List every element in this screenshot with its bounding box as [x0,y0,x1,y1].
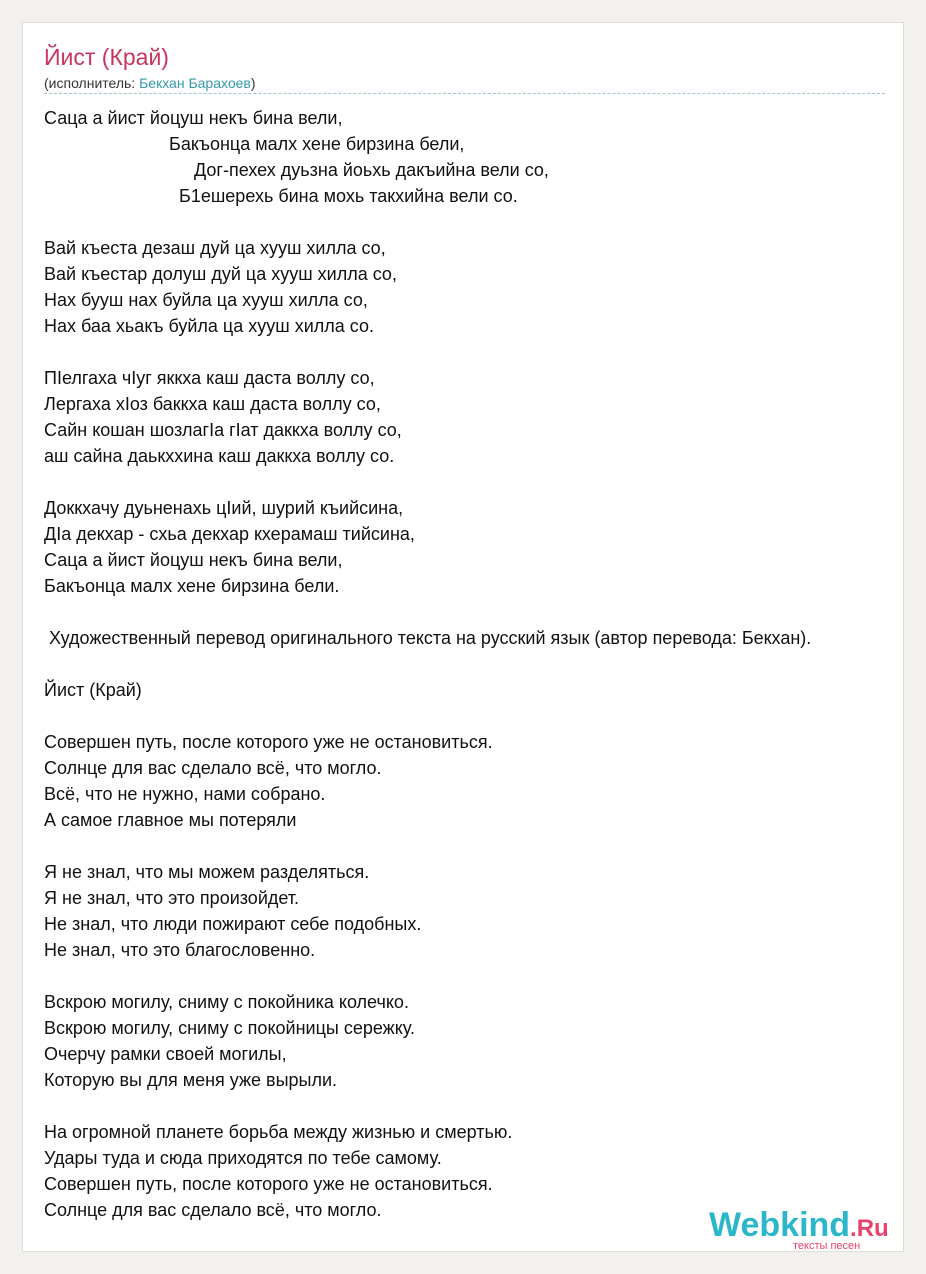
lyric-line: Я не знал, что мы можем разделяться. [44,862,370,882]
artist-suffix: ) [250,75,256,91]
lyric-line: Нах баа хьакъ буйла ца хууш хилла со. [44,316,374,336]
stanza-break [44,469,904,495]
lyric-line: Удары туда и сюда приходятся по тебе самому. [44,1148,442,1168]
logo-tagline: тексты песен [793,1240,861,1252]
stanza-break [44,703,904,729]
stanza-break [44,833,904,859]
lyric-line: Лергаха хIоз баккха каш даста воллу со, [44,394,381,414]
site-logo[interactable] [709,1205,904,1252]
lyric-line: аш сайна даькххина каш даккха воллу со. [44,446,395,466]
lyric-line: Всё, что не нужно, нами собрано. [44,784,326,804]
lyric-line: Солнце для вас сделало всё, что могло. [44,758,382,778]
lyric-line: Которую вы для меня уже вырыли. [44,1070,338,1090]
lyric-line: Вай къестар долуш дуй ца хууш хилла со, [44,264,397,284]
stanza-break [44,599,904,625]
lyric-line: Доккхачу дуьненахь цIий, шурий къийсина, [44,498,404,518]
lyric-line: Бакъонца малх хене бирзина бели, [44,134,465,154]
lyrics-text [44,105,904,1223]
artist-link[interactable]: Бекхан Барахоев [139,75,251,91]
lyric-line: Вскрою могилу, сниму с покойника колечко. [44,992,409,1012]
lyric-line: Саца а йист йоцуш некъ бина вели, [44,108,343,128]
lyric-line: Совершен путь, после которого уже не остановиться. [44,1174,493,1194]
lyric-line: Не знал, что это благословенно. [44,940,316,960]
stanza-break [44,1093,904,1119]
lyric-line: На огромной планете борьба между жизнью и смертью. [44,1122,513,1142]
logo-main-text: Webkind [709,1206,851,1244]
lyric-line: Очерчу рамки своей могилы, [44,1044,287,1064]
lyric-line: А самое главное мы потеряли [44,810,297,830]
lyric-line: Нах бууш нах буйла ца хууш хилла со, [44,290,368,310]
artist-line [44,74,256,92]
stanza-break [44,963,904,989]
lyric-line: Дог-пехех дуьзна йоьхь дакъийна вели со, [44,160,549,180]
stanza-break [44,651,904,677]
lyric-line: Вскрою могилу, сниму с покойницы сережку. [44,1018,415,1038]
lyric-line: Солнце для вас сделало всё, что могло. [44,1200,382,1220]
lyric-line: ДIа декхар - схьа декхар кхерамаш тийсина, [44,524,415,544]
lyric-line: Не знал, что люди пожирают себе подобных. [44,914,422,934]
lyric-line: Саца а йист йоцуш некъ бина вели, [44,550,343,570]
song-title: Йист (Край) [44,44,169,70]
lyric-line: Я не знал, что это произойдет. [44,888,300,908]
artist-prefix: (исполнитель: [44,75,140,91]
lyric-line: Бакъонца малх хене бирзина бели. [44,576,340,596]
stanza-break [44,209,904,235]
lyric-line: ПIелгаха чIуг яккха каш даста воллу со, [44,368,375,388]
lyric-line: Художественный перевод оригинального текста на русский язык (автор перевода: Бекхан). [44,628,812,648]
lyric-line: Сайн кошан шозлагIа гIат даккха воллу со, [44,420,402,440]
lyric-line: Б1ешерехь бина мохь такхийна вели со. [44,186,518,206]
lyrics-card [22,22,904,1252]
lyric-line: Вай къеста дезаш дуй ца хууш хилла со, [44,238,386,258]
stanza-break [44,339,904,365]
title-divider [44,93,885,94]
lyric-line: Совершен путь, после которого уже не остановиться. [44,732,493,752]
lyric-line: Йист (Край) [44,680,142,700]
logo-tld: .Ru [850,1215,889,1242]
